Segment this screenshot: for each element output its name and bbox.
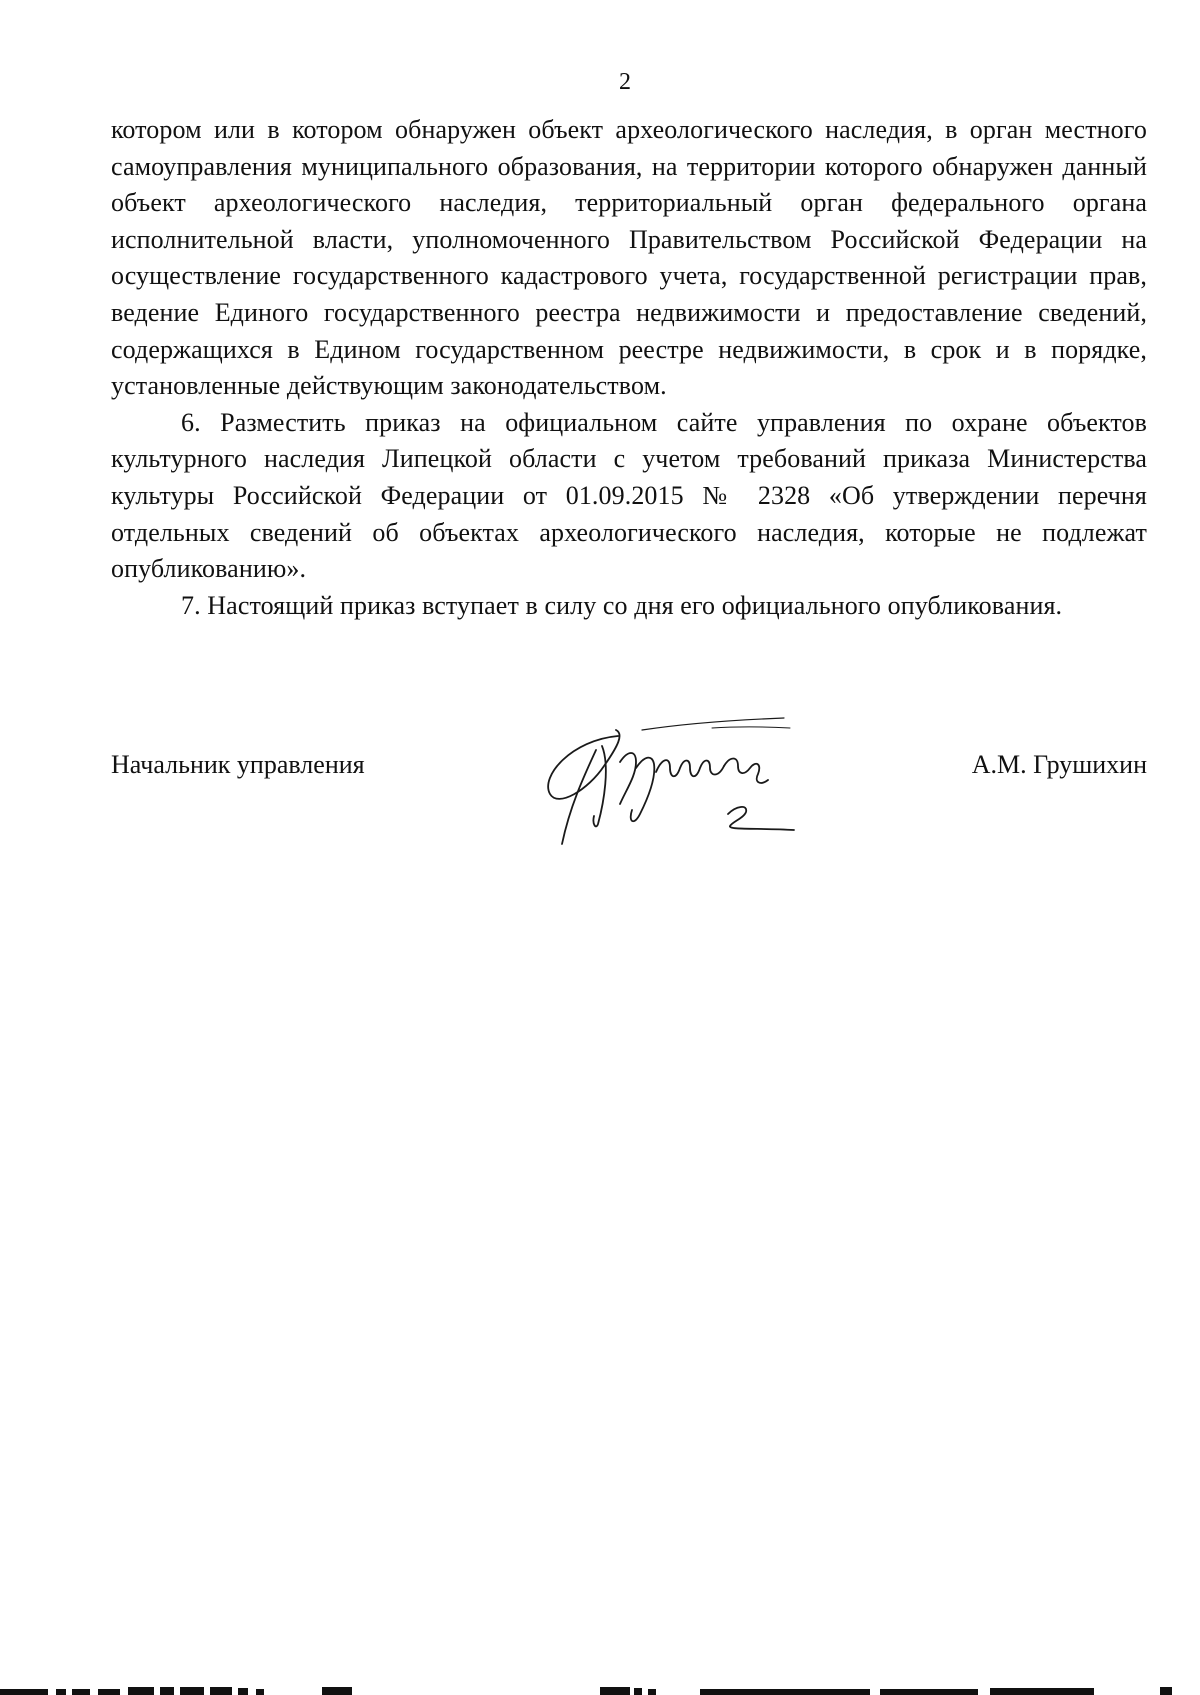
paragraph-item-7: 7. Настоящий приказ вступает в силу со дня его официального опубликования. <box>181 590 1063 620</box>
paragraph-item-6: 6. Разместить приказ на официальном сайте управления по охране объектов культурного наследия Липецкой области с учетом требований приказа Министерства культуры Российской Федерации от 01.09.2015 № 2328 «Об утверждении перечня отдельных сведений об объектах археологического наследия, которые не подлежат опубликованию». <box>111 407 1147 584</box>
scan-edge-marks <box>0 1672 1200 1695</box>
signature-block <box>111 738 1147 878</box>
document-body <box>111 112 1147 624</box>
signer-position: Начальник управления <box>111 750 365 779</box>
paragraph-continuation: котором или в котором обнаружен объект археологического наследия, в орган местного самоуправления муниципального образования, на территории которого обнаружен данный объект археологического наследия, территориальный орган федерального органа исполнительной власти, уполномоченного Правительством Российской Федерации на осуществление государственного кадастрового учета, государственной регистрации прав, ведение Единого государственного реестра недвижимости и предоставление сведений, содержащихся в Едином государственном реестре недвижимости, в срок и в порядке, установленные действующим законодательством. <box>111 115 1147 401</box>
handwritten-signature <box>532 706 832 856</box>
page-number: 2 <box>619 69 631 95</box>
signer-name: А.М. Грушихин <box>971 750 1147 779</box>
